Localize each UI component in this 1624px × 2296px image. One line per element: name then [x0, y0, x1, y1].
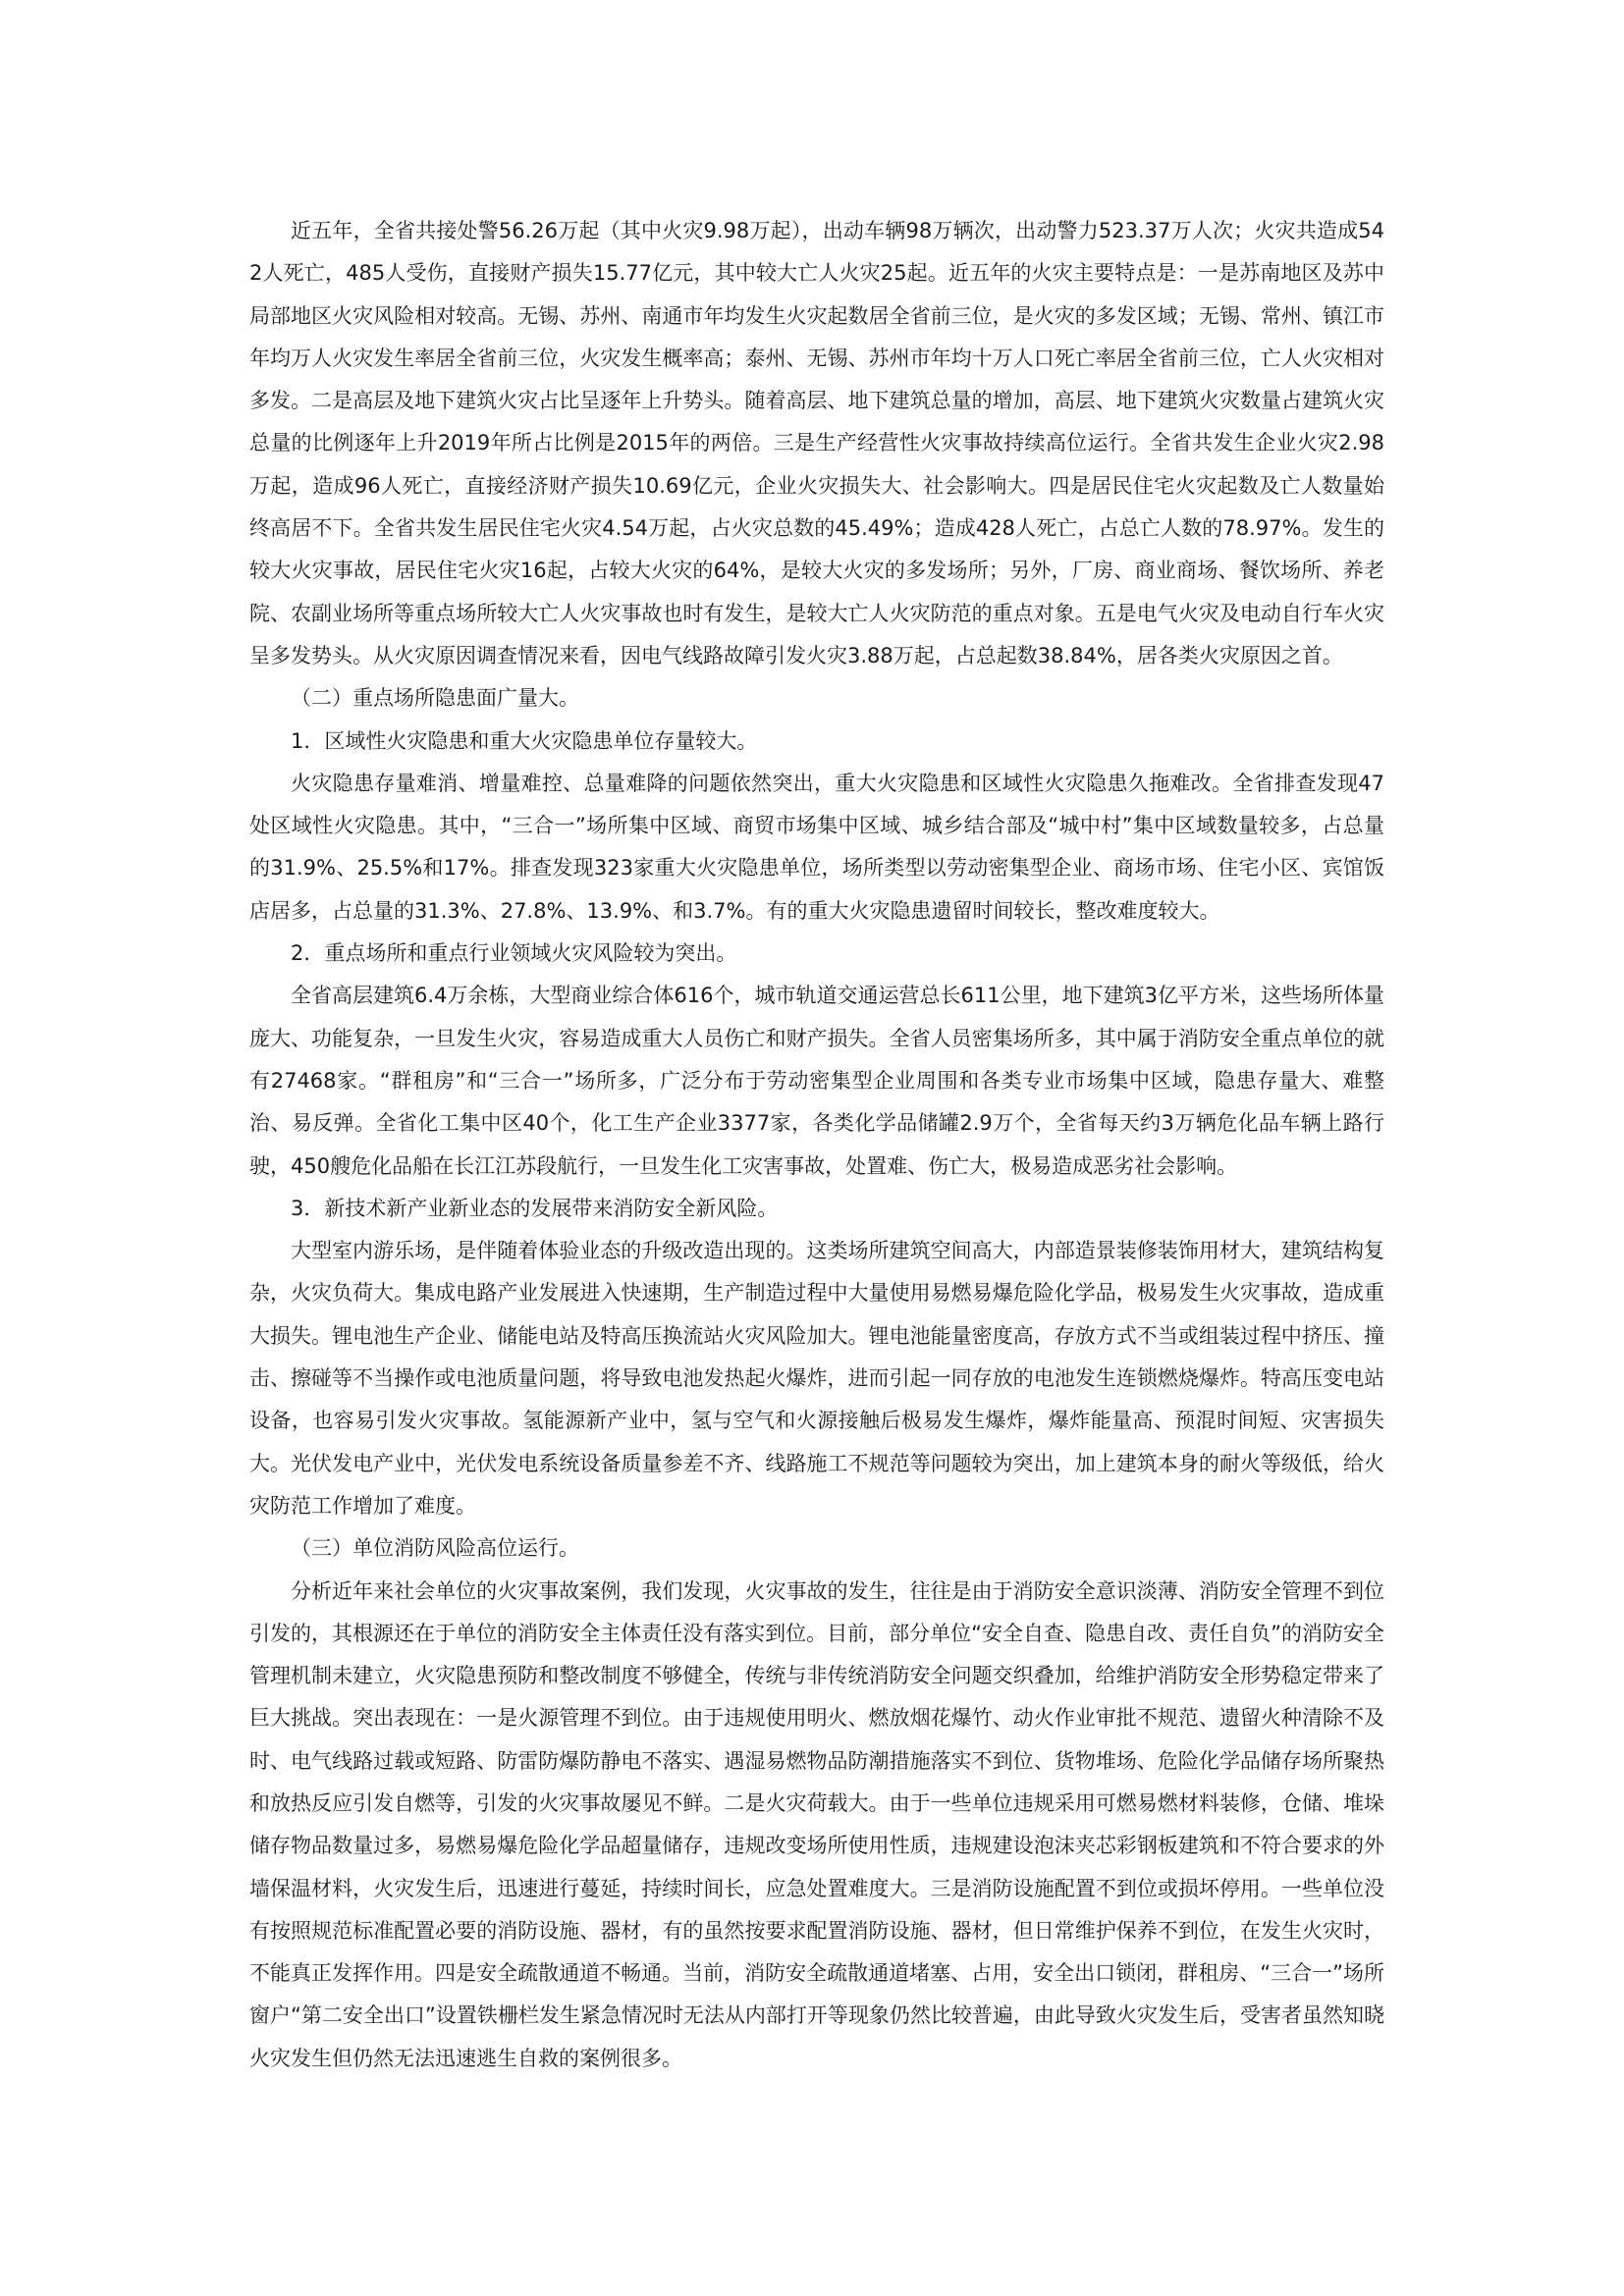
body-paragraph-key-industries: 全省高层建筑6.4万余栋，大型商业综合体616个，城市轨道交通运营总长611公里，地下建筑3亿平方米，这些场所体量庞大、功能复杂，一旦发生火灾，容易造成重大人员伤亡和财产损失。全省人员密集场所多，其中属于消防安全重点单位的就有27468家。“群租房”和“三合一”场所多，广泛分布于劳动密集型企业周围和各类专业市场集中区域，隐患存量大、难整治、易反弹。全省化工集中区40个，化工生产企业3377家，各类化学品储罐2.9万个，全省每天约3万辆危化品车辆上路行驶，450艘危化品船在长江江苏段航行，一旦发生化工灾害事故，处置难、伤亡大，极易造成恶劣社会影响。 — [249, 984, 1384, 1178]
subsection-heading-key-industries: 2．重点场所和重点行业领域火灾风险较为突出。 — [291, 941, 737, 966]
section-heading-unit-risk: （三）单位消防风险高位运行。 — [291, 1536, 579, 1561]
body-paragraph-unit-risk: 分析近年来社会单位的火灾事故案例，我们发现，火灾事故的发生，往往是由于消防安全意识淡薄、消防安全管理不到位引发的，其根源还在于单位的消防安全主体责任没有落实到位。目前，部分单位“安全自查、隐患自改、责任自负”的消防安全管理机制未建立，火灾隐患预防和整改制度不够健全，传统与非传统消防安全问题交织叠加，给维护消防安全形势稳定带来了巨大挑战。突出表现在：一是火源管理不到位。由于违规使用明火、燃放烟花爆竹、动火作业审批不规范、遗留火种清除不及时、电气线路过载或短路、防雷防爆防静电不落实、遇湿易燃物品防潮措施落实不到位、货物堆场、危险化学品储存场所聚热和放热反应引发自燃等，引发的火灾事故屡见不鲜。二是火灾荷载大。由于一些单位违规采用可燃易燃材料装修，仓储、堆垛储存物品数量过多，易燃易爆危险化学品超量储存，违规改变场所使用性质，违规建设泡沫夹芯彩钢板建筑和不符合要求的外墙保温材料，火灾发生后，迅速进行蔓延，持续时间长，应急处置难度大。三是消防设施配置不到位或损坏停用。一些单位没有按照规范标准配置必要的消防设施、器材，有的虽然按要求配置消防设施、器材，但日常维护保养不到位，在发生火灾时，不能真正发挥作用。四是安全疏散通道不畅通。当前，消防安全疏散通道堵塞、占用，安全出口锁闭，群租房、“三合一”场所窗户“第二安全出口”设置铁栅栏发生紧急情况时无法从内部打开等现象仍然比较普遍，由此导致火灾发生后，受害者虽然知晓火灾发生但仍然无法迅速逃生自救的案例很多。 — [249, 1578, 1384, 2070]
subsection-heading-new-technology: 3．新技术新产业新业态的发展带来消防安全新风险。 — [291, 1196, 779, 1220]
section-heading-key-places: （二）重点场所隐患面广量大。 — [291, 686, 579, 711]
body-paragraph-overview: 近五年，全省共接处警56.26万起（其中火灾9.98万起），出动车辆98万辆次，出动警力523.37万人次；火灾共造成542人死亡，485人受伤，直接财产损失15.77亿元，其中较大亡人火灾25起。近五年的火灾主要特点是：一是苏南地区及苏中局部地区火灾风险相对较高。无锡、苏州、南通市年均发生火灾起数居全省前三位，是火灾的多发区域；无锡、常州、镇江市年均万人火灾发生率居全省前三位，火灾发生概率高；泰州、无锡、苏州市年均十万人口死亡率居全省前三位，亡人火灾相对多发。二是高层及地下建筑火灾占比呈逐年上升势头。随着高层、地下建筑总量的增加，高层、地下建筑火灾数量占建筑火灾总量的比例逐年上升2019年所占比例是2015年的两倍。三是生产经营性火灾事故持续高位运行。全省共发生企业火灾2.98万起，造成96人死亡，直接经济财产损失10.69亿元，企业火灾损失大、社会影响大。四是居民住宅火灾起数及亡人数量始终高居不下。全省共发生居民住宅火灾4.54万起，占火灾总数的45.49%；造成428人死亡，占总亡人数的78.97%。发生的较大火灾事故，居民住宅火灾16起，占较大火灾的64%，是较大火灾的多发场所；另外，厂房、商业商场、餐饮场所、养老院、农副业场所等重点场所较大亡人火灾事故也时有发生，是较大亡人火灾防范的重点对象。五是电气火灾及电动自行车火灾呈多发势头。从火灾原因调查情况来看，因电气线路故障引发火灾3.88万起，占总起数38.84%，居各类火灾原因之首。 — [249, 219, 1384, 667]
body-paragraph-regional-hazards: 火灾隐患存量难消、增量难控、总量难降的问题依然突出，重大火灾隐患和区域性火灾隐患久拖难改。全省排查发现47处区域性火灾隐患。其中，“三合一”场所集中区域、商贸市场集中区域、城乡结合部及“城中村”集中区域数量较多，占总量的31.9%、25.5%和17%。排查发现323家重大火灾隐患单位，场所类型以劳动密集型企业、商场市场、住宅小区、宾馆饭店居多，占总量的31.3%、27.8%、13.9%、和3.7%。有的重大火灾隐患遗留时间较长，整改难度较大。 — [249, 771, 1384, 923]
body-paragraph-new-technology: 大型室内游乐场，是伴随着体验业态的升级改造出现的。这类场所建筑空间高大，内部造景装修装饰用材大，建筑结构复杂，火灾负荷大。集成电路产业发展进入快速期，生产制造过程中大量使用易燃易爆危险化学品，极易发生火灾事故，造成重大损失。锂电池生产企业、储能电站及特高压换流站火灾风险加大。锂电池能量密度高，存放方式不当或组装过程中挤压、撞击、擦碰等不当操作或电池质量问题，将导致电池发热起火爆炸，进而引起一同存放的电池发生连锁燃烧爆炸。特高压变电站设备，也容易引发火灾事故。氢能源新产业中，氢与空气和火源接触后极易发生爆炸，爆炸能量高、预混时间短、灾害损失大。光伏发电产业中，光伏发电系统设备质量参差不齐、线路施工不规范等问题较为突出，加上建筑本身的耐火等级低，给火灾防范工作增加了难度。 — [249, 1239, 1384, 1518]
subsection-heading-regional-hazards: 1．区域性火灾隐患和重大火灾隐患单位存量较大。 — [291, 728, 758, 753]
document-body — [249, 210, 1384, 2080]
